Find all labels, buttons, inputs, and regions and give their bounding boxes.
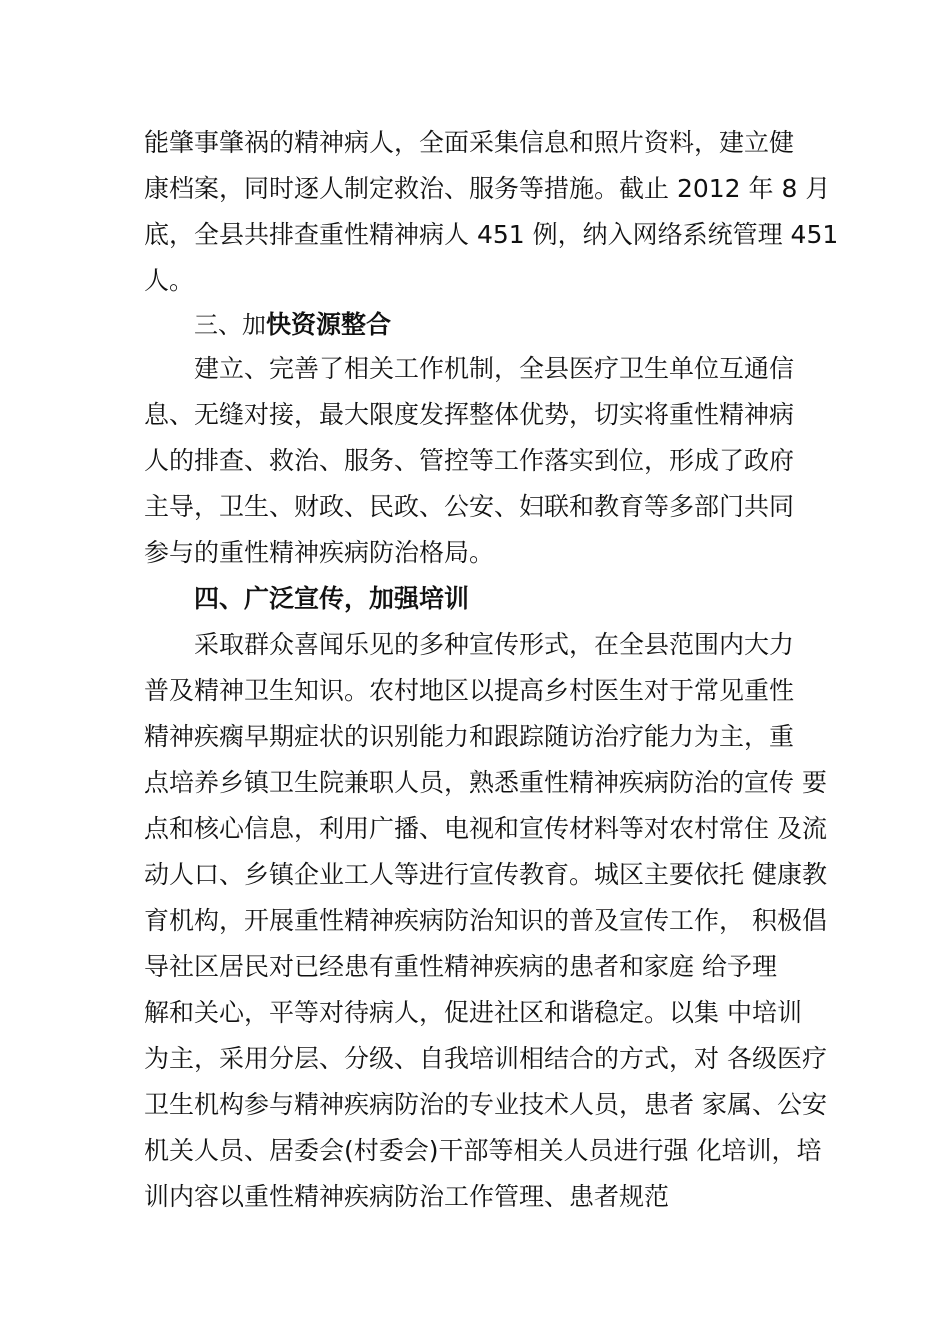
paragraph-line: 人。 [144,266,195,295]
paragraph-line: 解和关心，平等对待病人，促进社区和谐稳定。以集 中培训 [144,998,802,1027]
paragraph-line: 训内容以重性精神疾病防治工作管理、患者规范 [144,1182,670,1211]
paragraph-line: 采取群众喜闻乐见的多种宣传形式，在全县范围内大力 [194,630,795,659]
section-heading-3-prefix: 三、加 [194,311,266,339]
paragraph-line: 能肇事肇祸的精神病人，全面采集信息和照片资料，建立健 [144,128,795,157]
paragraph-line: 育机构，开展重性精神疾病防治知识的普及宣传工作， 积极倡 [144,906,827,935]
section-heading-3 [194,302,894,348]
paragraph-line: 动人口、乡镇企业工人等进行宣传教育。城区主要依托 健康教 [144,860,827,889]
paragraph-line: 卫生机构参与精神疾病防治的专业技术人员，患者 家属、公安 [144,1090,827,1119]
paragraph-line: 机关人员、居委会(村委会)干部等相关人员进行强 化培训，培 [144,1136,822,1165]
paragraph-line: 普及精神卫生知识。农村地区以提高乡村医生对于常见重性 [144,676,795,705]
section-heading-3-bold: 快资源整合 [266,310,392,339]
paragraph-line: 导社区居民对已经患有重性精神疾病的患者和家庭 给予理 [144,952,777,981]
paragraph-line: 底，全县共排查重性精神病人 451 例，纳入网络系统管理 451 [144,220,839,249]
paragraph-line: 建立、完善了相关工作机制，全县医疗卫生单位互通信 [194,354,795,383]
paragraph-line: 点和核心信息，利用广播、电视和宣传材料等对农村常住 及流 [144,814,827,843]
paragraph-line: 精神疾瘸早期症状的识别能力和跟踪随访治疗能力为主，重 [144,722,795,751]
paragraph-line: 康档案，同时逐人制定救治、服务等措施。截止 2012 年 8 月 [144,174,831,203]
paragraph-line: 息、无缝对接，最大限度发挥整体优势，切实将重性精神病 [144,400,795,429]
paragraph-line: 点培养乡镇卫生院兼职人员，熟悉重性精神疾病防治的宣传 要 [144,768,827,797]
paragraph-line: 参与的重性精神疾病防治格局。 [144,538,495,567]
paragraph-line: 为主，采用分层、分级、自我培训相结合的方式，对 各级医疗 [144,1044,827,1073]
section-heading-4: 四、广泛宣传，加强培训 [194,584,470,613]
paragraph-line: 人的排查、救治、服务、管控等工作落实到位，形成了政府 [144,446,795,475]
paragraph-line: 主导，卫生、财政、民政、公安、妇联和教育等多部门共同 [144,492,795,521]
